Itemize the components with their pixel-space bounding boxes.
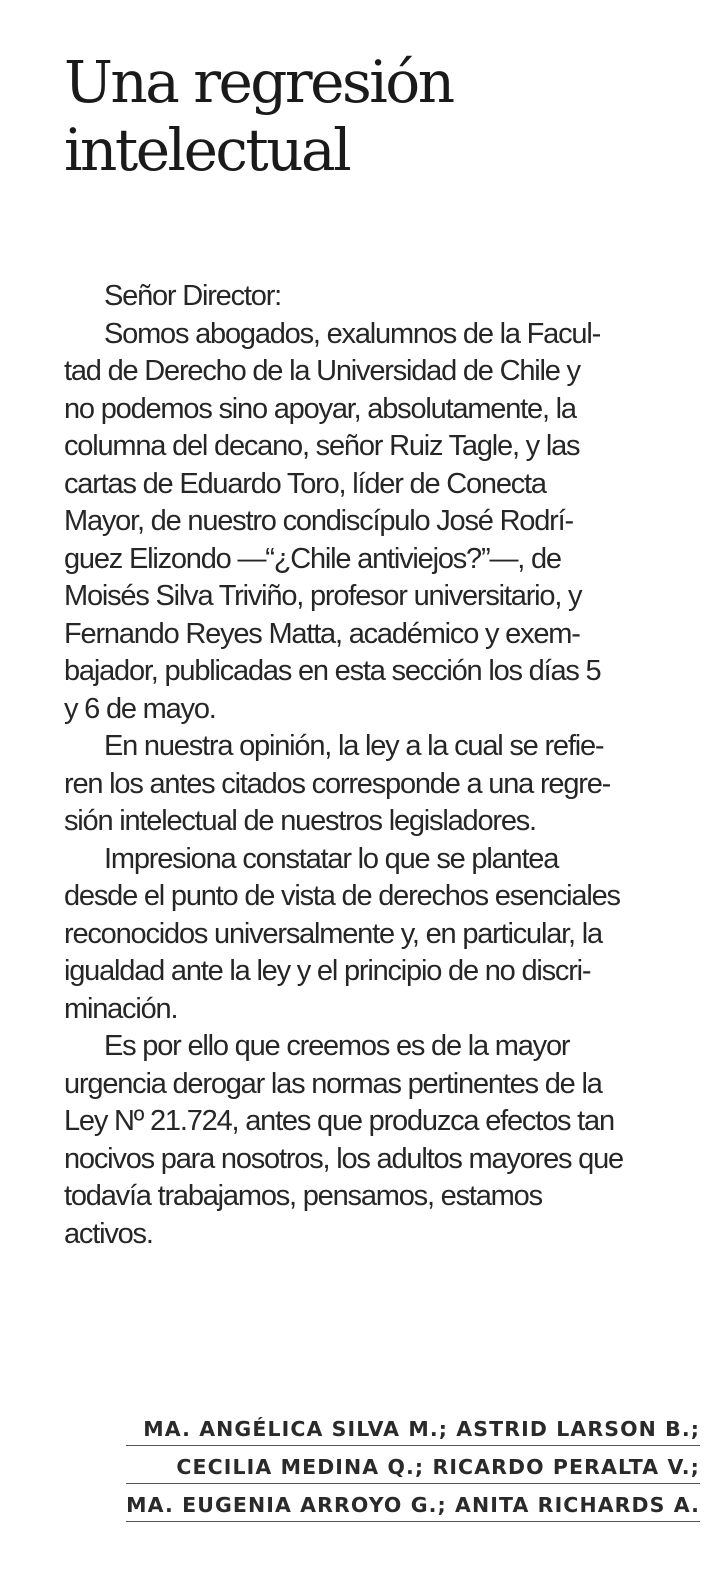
body-line: minación.: [64, 992, 178, 1025]
signature-line: [126, 1454, 700, 1484]
body-line: nocivos para nosotros, los adultos mayores que: [64, 1142, 623, 1175]
body-line: guez Elizondo —“¿Chile antiviejos?”—, de: [64, 542, 561, 575]
headline: [64, 0, 700, 184]
signature-names: CECILIA MEDINA Q.; RICARDO PERALTA V.;: [176, 1455, 700, 1479]
paragraph-3: [64, 841, 700, 1029]
headline-line: intelectual: [64, 116, 350, 184]
letter-body: [64, 278, 700, 1253]
signature-underline: [126, 1483, 700, 1484]
signature-line: [126, 1492, 700, 1522]
headline-line: Una regresión: [64, 48, 453, 116]
paragraph-1: [64, 316, 700, 729]
body-line: activos.: [64, 1217, 153, 1250]
body-line: reconocidos universalmente y, en particular, la: [64, 917, 602, 950]
signature-line: [126, 1416, 700, 1446]
body-line: sión intelectual de nuestros legisladores.: [64, 805, 536, 837]
body-line: Es por ello que creemos es de la mayor: [104, 1030, 570, 1062]
body-line: igualdad ante la ley y el principio de no discri-: [64, 955, 591, 987]
signature-underline: [126, 1521, 700, 1522]
body-line: ren los antes citados corresponde a una regre-: [64, 767, 611, 800]
salutation: Señor Director:: [104, 280, 282, 312]
signatures-block: [126, 1416, 700, 1530]
body-line: desde el punto de vista de derechos esenciales: [64, 880, 620, 912]
signature-names: MA. EUGENIA ARROYO G.; ANITA RICHARDS A.: [126, 1493, 700, 1517]
body-line: Fernando Reyes Matta, académico y exem-: [64, 617, 580, 650]
signature-underline: [126, 1445, 700, 1446]
paragraph-4: [64, 1028, 700, 1253]
body-line: y 6 de mayo.: [64, 692, 216, 725]
body-line: En nuestra opinión, la ley a la cual se refie-: [104, 730, 604, 762]
body-line: Mayor, de nuestro condiscípulo José Rodrí-: [64, 505, 573, 537]
signature-names: MA. ANGÉLICA SILVA M.; ASTRID LARSON B.;: [143, 1417, 700, 1441]
body-line: no podemos sino apoyar, absolutamente, la: [64, 392, 576, 425]
body-line: urgencia derogar las normas pertinentes de la: [64, 1067, 602, 1100]
body-line: todavía trabajamos, pensamos, estamos: [64, 1180, 542, 1212]
body-line: columna del decano, señor Ruiz Tagle, y las: [64, 430, 580, 462]
letter-article: [64, 0, 700, 1250]
body-line: bajador, publicadas en esta sección los días 5: [64, 655, 601, 687]
paragraph-2: [64, 728, 700, 841]
body-line: Impresiona constatar lo que se plantea: [104, 842, 559, 875]
body-line: Moisés Silva Triviño, profesor universitario, y: [64, 580, 582, 612]
body-line: Somos abogados, exalumnos de la Facul-: [104, 317, 601, 350]
body-line: cartas de Eduardo Toro, líder de Conecta: [64, 467, 546, 500]
body-line: tad de Derecho de la Universidad de Chile y: [64, 355, 580, 387]
body-line: Ley Nº 21.724, antes que produzca efectos tan: [64, 1105, 614, 1137]
